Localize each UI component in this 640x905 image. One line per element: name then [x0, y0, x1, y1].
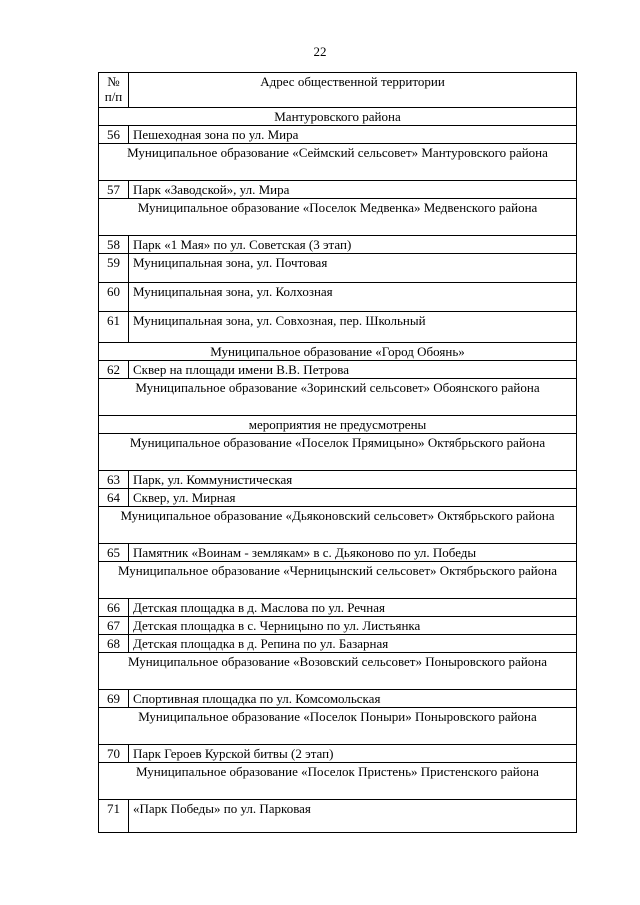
section-title: Муниципальное образование «Поселок Прямицыно» Октябрьского района: [99, 434, 577, 471]
table-row: [99, 599, 577, 617]
section-title: Муниципальное образование «Поселок Пристень» Пристенского района: [99, 763, 577, 800]
row-number: 65: [99, 544, 129, 562]
row-number: 60: [99, 283, 129, 312]
section-row: [99, 507, 577, 544]
row-address: Пешеходная зона по ул. Мира: [129, 126, 577, 144]
section-row: [99, 343, 577, 361]
note-row: [99, 416, 577, 434]
section-row: [99, 108, 577, 126]
row-number: 57: [99, 181, 129, 199]
row-address: Муниципальная зона, ул. Колхозная: [129, 283, 577, 312]
row-number: 64: [99, 489, 129, 507]
table-row: [99, 181, 577, 199]
row-address: Парк «1 Мая» по ул. Советская (3 этап): [129, 236, 577, 254]
row-number: 62: [99, 361, 129, 379]
row-number: 56: [99, 126, 129, 144]
section-title: Муниципальное образование «Черницынский сельсовет» Октябрьского района: [99, 562, 577, 599]
header-number: [99, 73, 129, 108]
section-row: [99, 708, 577, 745]
row-address: Сквер на площади имени В.В. Петрова: [129, 361, 577, 379]
row-number: 58: [99, 236, 129, 254]
table-row: [99, 254, 577, 283]
table-row: [99, 489, 577, 507]
row-address: Сквер, ул. Мирная: [129, 489, 577, 507]
section-title: Мантуровского района: [99, 108, 577, 126]
section-row: [99, 379, 577, 416]
section-title: Муниципальное образование «Город Обоянь»: [99, 343, 577, 361]
row-address: Детская площадка в с. Черницыно по ул. Листьянка: [129, 617, 577, 635]
header-number-abbr: п/п: [104, 89, 123, 104]
table-row: [99, 544, 577, 562]
row-address: Детская площадка в д. Маслова по ул. Речная: [129, 599, 577, 617]
no-measures-note: мероприятия не предусмотрены: [99, 416, 577, 434]
row-number: 67: [99, 617, 129, 635]
row-address: Парк Героев Курской битвы (2 этап): [129, 745, 577, 763]
section-row: [99, 144, 577, 181]
table-row: [99, 236, 577, 254]
header-address: Адрес общественной территории: [129, 73, 577, 108]
table-row: [99, 361, 577, 379]
row-address: Парк, ул. Коммунистическая: [129, 471, 577, 489]
table-row: [99, 690, 577, 708]
row-number: 63: [99, 471, 129, 489]
table-row: [99, 283, 577, 312]
table-row: [99, 617, 577, 635]
section-row: [99, 562, 577, 599]
public-territories-table: [98, 72, 577, 833]
row-address: Детская площадка в д. Репина по ул. Базарная: [129, 635, 577, 653]
row-number: 61: [99, 312, 129, 343]
row-number: 71: [99, 800, 129, 833]
table-row: [99, 800, 577, 833]
header-number-symbol: №: [107, 74, 120, 89]
section-row: [99, 653, 577, 690]
table-row: [99, 312, 577, 343]
table-row: [99, 126, 577, 144]
section-row: [99, 763, 577, 800]
section-row: [99, 199, 577, 236]
section-title: Муниципальное образование «Зоринский сельсовет» Обоянского района: [99, 379, 577, 416]
row-number: 70: [99, 745, 129, 763]
row-number: 69: [99, 690, 129, 708]
page-number: 22: [313, 44, 327, 59]
row-address: «Парк Победы» по ул. Парковая: [129, 800, 577, 833]
row-number: 59: [99, 254, 129, 283]
table-row: [99, 635, 577, 653]
row-address: Муниципальная зона, ул. Почтовая: [129, 254, 577, 283]
section-row: [99, 434, 577, 471]
row-address: Спортивная площадка по ул. Комсомольская: [129, 690, 577, 708]
section-title: Муниципальное образование «Поселок Медвенка» Медвенского района: [99, 199, 577, 236]
section-title: Муниципальное образование «Дьяконовский сельсовет» Октябрьского района: [99, 507, 577, 544]
table-row: [99, 745, 577, 763]
table-header-row: [99, 73, 577, 108]
row-address: Памятник «Воинам - землякам» в с. Дьяконово по ул. Победы: [129, 544, 577, 562]
section-title: Муниципальное образование «Сеймский сельсовет» Мантуровского района: [99, 144, 577, 181]
section-title: Муниципальное образование «Возовский сельсовет» Поныровского района: [99, 653, 577, 690]
table-row: [99, 471, 577, 489]
section-title: Муниципальное образование «Поселок Поныри» Поныровского района: [99, 708, 577, 745]
row-number: 68: [99, 635, 129, 653]
row-number: 66: [99, 599, 129, 617]
row-address: Парк «Заводской», ул. Мира: [129, 181, 577, 199]
row-address: Муниципальная зона, ул. Совхозная, пер. Школьный: [129, 312, 577, 343]
